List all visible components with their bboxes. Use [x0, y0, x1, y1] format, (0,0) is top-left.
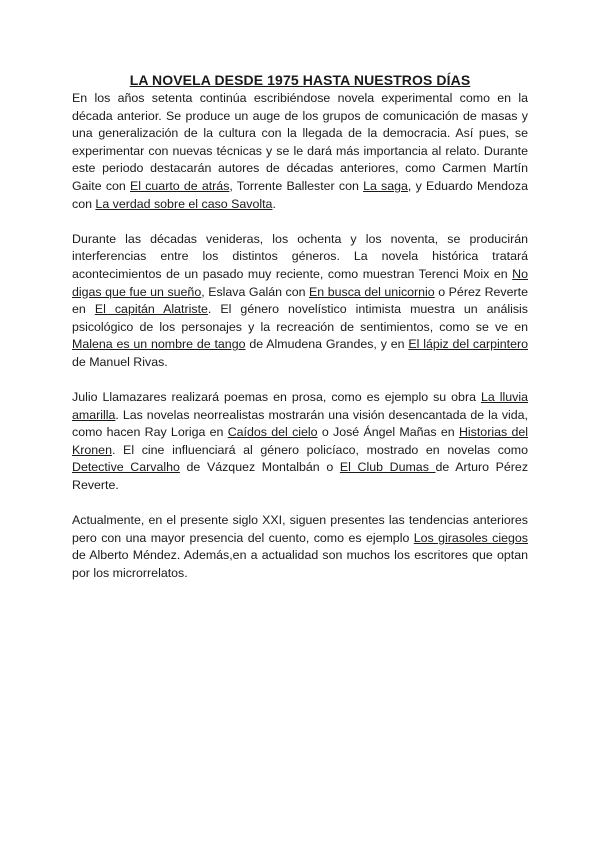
paragraph: [72, 389, 528, 495]
paragraph-text: , Eslava Galán con: [201, 284, 310, 299]
paragraph-text: Durante las décadas venideras, los ochenta y los noventa, se producirán interferencias entre los distintos géneros. La novela histórica tratará acontecimientos de un pasado muy reciente, como muestran Terenci Moix en: [72, 231, 528, 281]
paragraph-text: de Manuel Rivas.: [72, 354, 168, 369]
work-title: Caídos del cielo: [227, 425, 318, 440]
paragraph: [72, 90, 528, 213]
paragraph: [72, 512, 528, 582]
document-title: LA NOVELA DESDE 1975 HASTA NUESTROS DÍAS: [129, 72, 471, 88]
paragraph-text: de Arturo Pérez Reverte.: [72, 460, 529, 493]
paragraph-text: .: [272, 196, 276, 211]
work-title: El capitán Alatriste: [94, 302, 208, 317]
work-title: En busca del unicornio: [309, 284, 435, 299]
work-title: La verdad sobre el caso Savolta: [95, 196, 273, 211]
work-title: Historias del Kronen: [72, 425, 528, 457]
work-title: No digas que fue un sueño: [72, 266, 528, 299]
work-title: La saga: [363, 178, 408, 193]
paragraph-text: , y Eduardo Mendoza con: [72, 178, 528, 211]
paragraph-text: de Almudena Grandes, y en: [245, 337, 409, 352]
work-title: Malena es un nombre de tango: [72, 337, 246, 352]
paragraph-text: En los años setenta continúa escribiéndose novela experimental como en la década anterior. Se produce un auge de los grupos de comunicación de masas y una generalización de la cultura con la llegada de la democracia. Así pues, se experimentar con nuevas técnicas y se le dará más importancia al relato. Durante este periodo destacarán autores de décadas anteriores, como Carmen Martín Gaite con: [72, 91, 528, 193]
document-page: [72, 72, 528, 600]
paragraph: [72, 231, 528, 372]
work-title: El lápiz del carpintero: [408, 337, 528, 352]
work-title: El Club Dumas: [339, 460, 436, 475]
work-title: El cuarto de atrás: [130, 178, 230, 193]
paragraph-text: . El género novelístico intimista muestra un análisis psicológico de los personajes y la recreación de sentimientos, como se ve en: [72, 302, 528, 334]
work-title: Detective Carvalho: [72, 460, 180, 475]
paragraph-text: . Las novelas neorrealistas mostrarán una visión desencantada de la vida, como hacen Ray Loriga en: [72, 407, 528, 440]
paragraph-text: Julio Llamazares realizará poemas en prosa, como es ejemplo su obra: [72, 390, 481, 405]
paragraph-text: Actualmente, en el presente siglo XXI, siguen presentes las tendencias anteriores pero con una mayor presencia del cuento, como es ejemplo: [72, 513, 528, 545]
document-body: [72, 90, 528, 583]
paragraph-text: o José Ángel Mañas en: [317, 425, 459, 440]
paragraph-text: , Torrente Ballester con: [229, 178, 364, 193]
work-title: La lluvia amarilla: [72, 390, 528, 422]
paragraph-text: o Pérez Reverte en: [72, 284, 528, 317]
work-title: Los girasoles ciegos: [413, 530, 528, 545]
paragraph-text: de Vázquez Montalbán o: [179, 460, 340, 475]
paragraph-text: de Alberto Méndez. Además,en a actualidad son muchos los escritores que optan por los microrrelatos.: [72, 548, 528, 581]
paragraph-text: . El cine influenciará al género policíaco, mostrado en novelas como: [111, 442, 528, 457]
